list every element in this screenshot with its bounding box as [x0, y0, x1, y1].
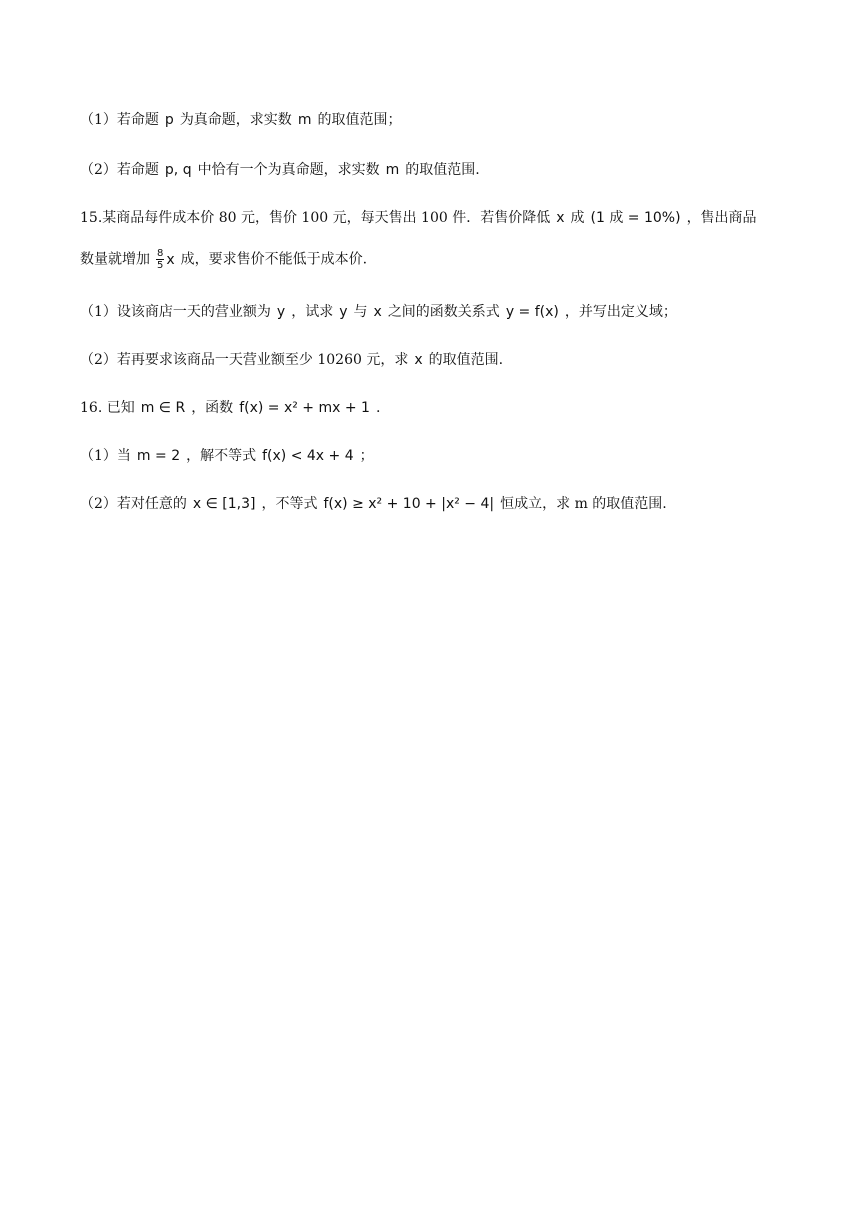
- text: .: [375, 400, 381, 416]
- text: 成: [570, 210, 585, 226]
- text: ；: [359, 448, 374, 464]
- text: ，解不等式: [186, 448, 257, 464]
- math-expression: f(x) = x² + mx + 1: [239, 400, 370, 416]
- text: （1）设该商店一天的营业额为: [80, 304, 271, 320]
- question-15-statement-line-1: [80, 208, 757, 228]
- text: （1）当: [80, 448, 131, 464]
- question-16-part-1: [80, 446, 374, 466]
- fraction-denominator: 5: [157, 260, 164, 271]
- text: 15.某商品每件成本价 80 元，售价 100 元，每天售出 100 件．若售价降低: [80, 210, 551, 226]
- math-expression: p: [164, 112, 174, 128]
- math-expression: x ∈ [1,3]: [192, 496, 256, 512]
- text: ，售出商品: [686, 210, 757, 226]
- math-expression: x: [373, 304, 382, 320]
- text: ，不等式: [261, 496, 318, 512]
- question-14-part-2: [80, 160, 480, 180]
- fraction: [156, 248, 164, 271]
- question-14-part-1: [80, 110, 401, 130]
- text: 恒成立，求 m 的取值范围.: [500, 496, 667, 512]
- math-expression: y: [276, 304, 286, 320]
- text: 16. 已知: [80, 400, 135, 416]
- question-15-statement-line-2: [80, 248, 367, 271]
- math-expression: f(x) ≥ x² + 10 + |x² − 4|: [323, 496, 495, 512]
- math-expression: x: [166, 251, 175, 268]
- math-expression: m ∈ R: [140, 400, 186, 416]
- text: 之间的函数关系式: [387, 304, 500, 320]
- question-16-statement: [80, 398, 380, 418]
- text: 为真命题，求实数: [179, 112, 292, 128]
- math-expression: y: [339, 304, 348, 320]
- text: 成，要求售价不能低于成本价.: [180, 251, 368, 268]
- text: 中恰有一个为真命题，求实数: [197, 162, 380, 178]
- math-expression: m: [385, 162, 400, 178]
- math-expression: x: [414, 352, 423, 368]
- text: （1）若命题: [80, 112, 159, 128]
- math-expression: x: [556, 210, 565, 226]
- fraction-numerator: 8: [157, 248, 164, 259]
- text: （2）若对任意的: [80, 496, 187, 512]
- question-15-part-1: [80, 302, 677, 322]
- math-expression: m = 2: [136, 448, 181, 464]
- text: 数量就增加: [80, 251, 150, 268]
- math-expression: f(x) < 4x + 4: [262, 448, 354, 464]
- text: ，函数: [191, 400, 234, 416]
- question-16-part-2: [80, 494, 667, 514]
- question-15-part-2: [80, 350, 503, 370]
- math-expression: y = f(x): [505, 304, 559, 320]
- text: ，并写出定义域；: [564, 304, 677, 320]
- math-expression: m: [297, 112, 312, 128]
- text: 与: [353, 304, 368, 320]
- text: 的取值范围；: [317, 112, 402, 128]
- math-expression: (1 成 = 10%): [590, 210, 681, 226]
- text: 的取值范围.: [428, 352, 504, 368]
- text: （2）若命题: [80, 162, 159, 178]
- text: 的取值范围.: [405, 162, 480, 178]
- text: ，试求: [291, 304, 334, 320]
- math-expression: p, q: [164, 162, 192, 178]
- text: （2）若再要求该商品一天营业额至少 10260 元，求: [80, 352, 409, 368]
